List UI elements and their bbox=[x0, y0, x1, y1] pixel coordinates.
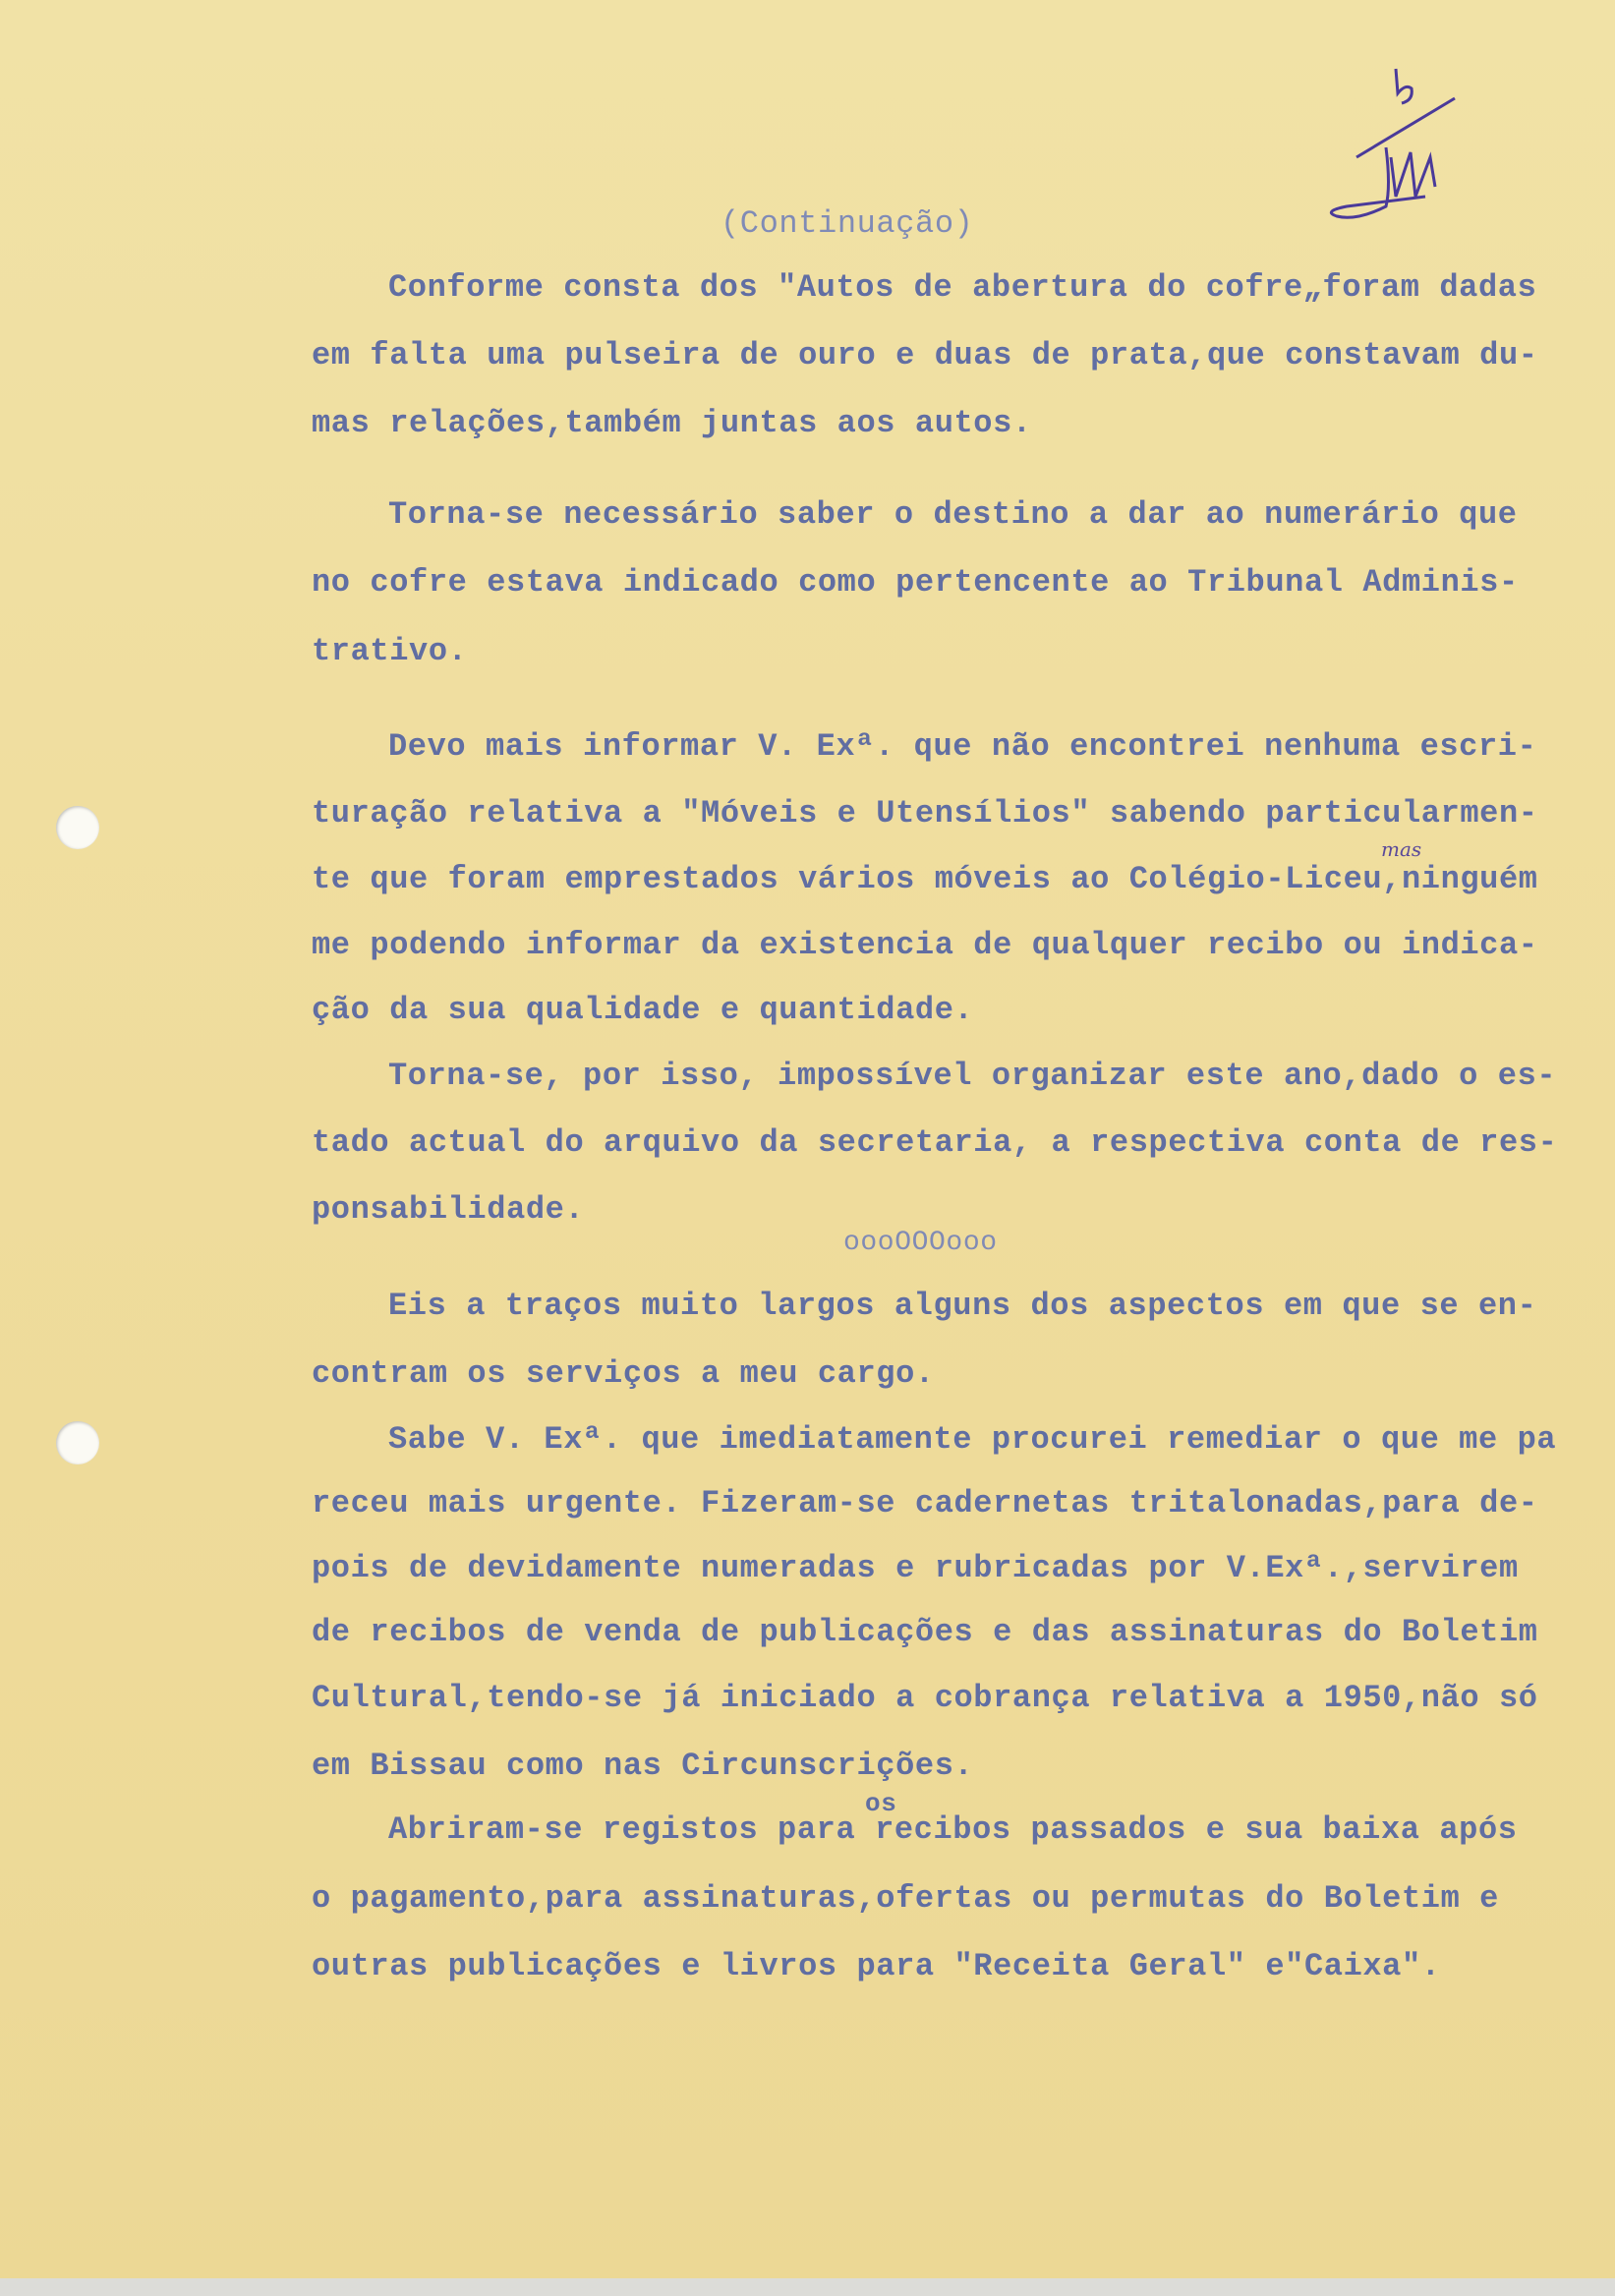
text-line: contram os serviços a meu cargo. bbox=[312, 1355, 935, 1392]
scan-edge bbox=[0, 2278, 1615, 2296]
text-line: trativo. bbox=[312, 633, 468, 669]
heading: (Continuação) bbox=[721, 205, 974, 242]
text-line: ção da sua qualidade e quantidade. bbox=[312, 992, 974, 1028]
text-line: de recibos de venda de publicações e das assinaturas do Boletim bbox=[312, 1614, 1538, 1650]
text-line: Abriram-se registos para recibos passados e sua baixa após bbox=[388, 1811, 1518, 1848]
separator: oooOOOooo bbox=[843, 1228, 998, 1258]
text-line: Eis a traços muito largos alguns dos aspectos em que se en- bbox=[388, 1288, 1537, 1324]
text-line: pois de devidamente numeradas e rubricadas por V.Exª.,servirem bbox=[312, 1550, 1519, 1586]
text-line: Conforme consta dos "Autos de abertura do cofre„foram dadas bbox=[388, 269, 1537, 306]
text-line: ponsabilidade. bbox=[312, 1191, 585, 1228]
text-line: me podendo informar da existencia de qualquer recibo ou indica- bbox=[312, 927, 1538, 963]
text-line: receu mais urgente. Fizeram-se cadernetas tritalonadas,para de- bbox=[312, 1485, 1538, 1521]
text-line: em Bissau como nas Circunscrições. bbox=[312, 1748, 974, 1784]
text-line: em falta uma pulseira de ouro e duas de prata,que constavam du- bbox=[312, 337, 1538, 373]
handwritten-insertion: mas bbox=[1381, 837, 1422, 861]
signature-mark bbox=[1317, 49, 1484, 246]
punch-hole-bottom bbox=[56, 1421, 99, 1464]
text-line: o pagamento,para assinaturas,ofertas ou permutas do Boletim e bbox=[312, 1880, 1499, 1917]
text-line: tado actual do arquivo da secretaria, a respectiva conta de res- bbox=[312, 1124, 1558, 1161]
text-line: mas relações,também juntas aos autos. bbox=[312, 405, 1032, 441]
typed-insertion: os bbox=[865, 1789, 897, 1818]
text-line: Torna-se necessário saber o destino a dar ao numerário que bbox=[388, 496, 1518, 533]
text-line: Cultural,tendo-se já iniciado a cobrança relativa a 1950,não só bbox=[312, 1680, 1538, 1716]
text-line: Devo mais informar V. Exª. que não encontrei nenhuma escri- bbox=[388, 728, 1537, 765]
punch-hole-top bbox=[56, 806, 99, 849]
text-line: no cofre estava indicado como pertencente ao Tribunal Adminis- bbox=[312, 564, 1519, 601]
text-line: Torna-se, por isso, impossível organizar este ano,dado o es- bbox=[388, 1058, 1557, 1094]
text-line: turação relativa a "Móveis e Utensílios" sabendo particularmen- bbox=[312, 795, 1538, 832]
text-line: outras publicações e livros para "Receita Geral" e"Caixa". bbox=[312, 1948, 1441, 1984]
text-line: Sabe V. Exª. que imediatamente procurei remediar o que me pa bbox=[388, 1421, 1557, 1458]
text-line: te que foram emprestados vários móveis ao Colégio-Liceu,ninguém bbox=[312, 861, 1538, 897]
